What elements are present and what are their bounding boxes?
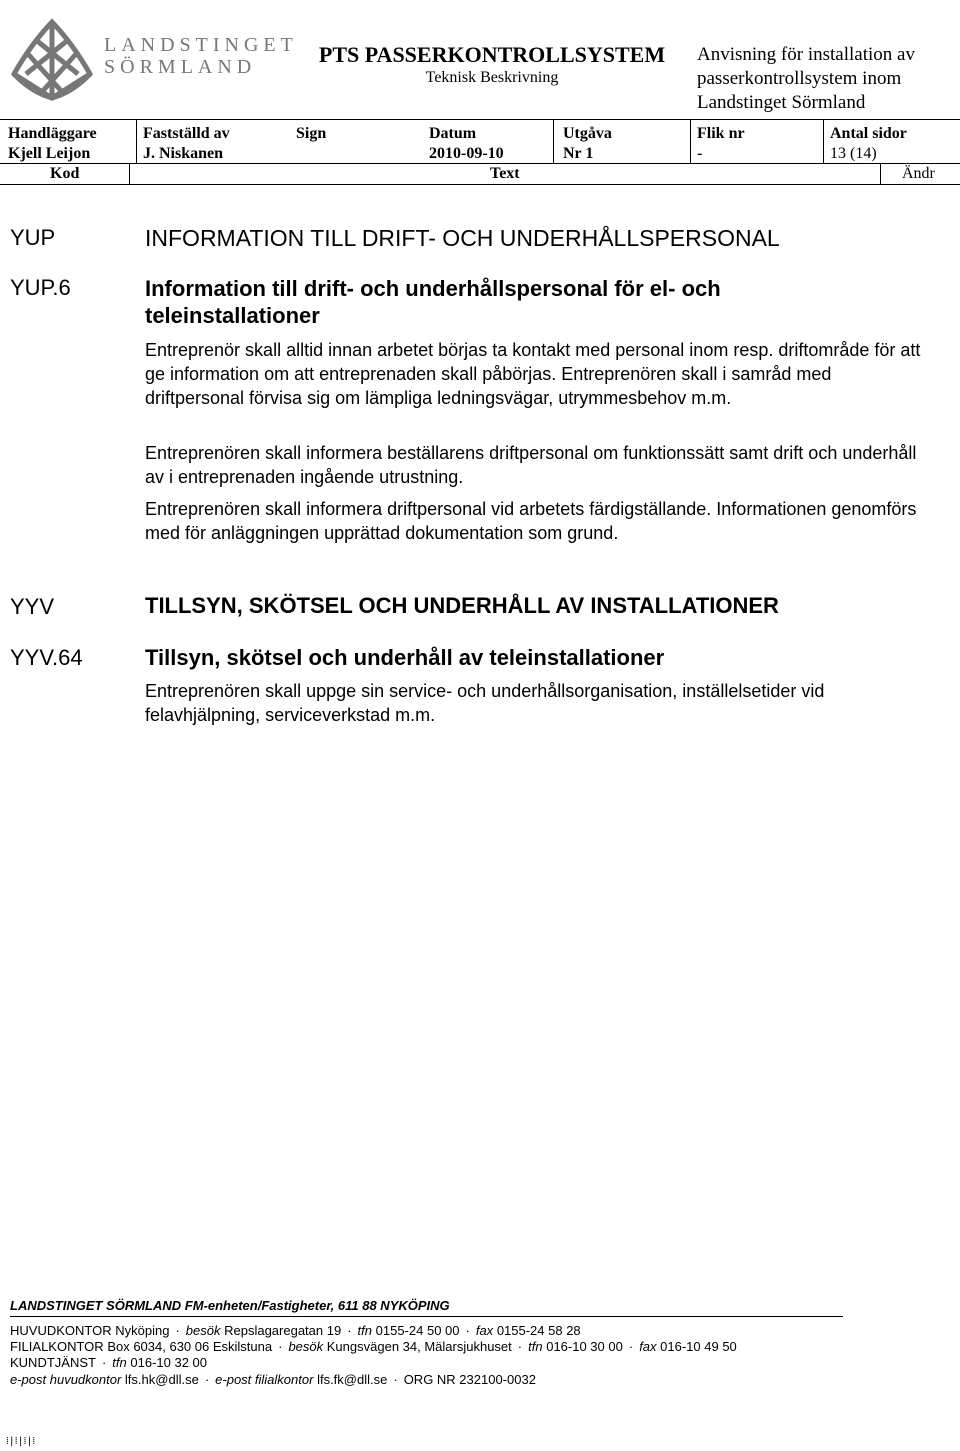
header-rule xyxy=(0,119,960,120)
section-subheading: Tillsyn, skötsel och underhåll av teleinstallationer xyxy=(145,645,665,670)
branch-fax-label: fax xyxy=(639,1339,657,1354)
field-value: Nr 1 xyxy=(563,145,594,162)
hq-tel-label: tfn xyxy=(357,1323,373,1338)
section-code: YYV xyxy=(10,594,55,619)
column-andr: Ändr xyxy=(902,165,935,182)
org-name-line2: SÖRMLAND xyxy=(104,56,257,78)
hq-visit-address: Repslagaregatan 19 xyxy=(224,1323,342,1338)
section-code: YYV.64 xyxy=(10,645,83,670)
branch-box: Box 6034, 630 06 Eskilstuna xyxy=(107,1339,273,1354)
footer-rule xyxy=(10,1316,843,1317)
hq-label: HUVUDKONTOR xyxy=(10,1323,112,1338)
branch-tel: 016-10 30 00 xyxy=(546,1339,623,1354)
branch-visit-label: besök xyxy=(288,1339,324,1354)
column-divider xyxy=(553,120,554,163)
field-utgava xyxy=(563,124,612,164)
field-sign xyxy=(296,124,326,144)
footer-hq-line: HUVUDKONTOR Nyköping · besök Repslagaregatan 19 · tfn 0155-24 50 00 · fax 0155-24 58 28 xyxy=(10,1323,581,1338)
document-subtitle: Teknisk Beskrivning xyxy=(425,69,559,86)
landstinget-logo-icon xyxy=(6,14,98,102)
section-code: YUP.6 xyxy=(10,275,71,300)
email-hq: lfs.hk@dll.se xyxy=(124,1372,199,1387)
paragraph: Entreprenören skall uppge sin service- och underhållsorganisation, inställelsetider vid felavhjälpning, serviceverkstad m.m. xyxy=(145,681,825,725)
org-logotype xyxy=(104,34,304,78)
footer-email-line: e-post huvudkontor lfs.hk@dll.se · e-post filialkontor lfs.fk@dll.se · ORG NR 232100-0032 xyxy=(10,1372,536,1387)
paragraph: Entreprenören skall informera beställarens driftpersonal om funktionssätt samt drift och underhåll av i entreprenaden ingående utrustning. xyxy=(145,443,917,487)
field-label: Handläggare xyxy=(8,125,97,142)
column-divider xyxy=(823,120,824,163)
field-value: 13 (14) xyxy=(830,145,877,162)
field-value: Kjell Leijon xyxy=(8,145,91,162)
hq-fax: 0155-24 58 28 xyxy=(496,1323,581,1338)
field-value: J. Niskanen xyxy=(143,145,224,162)
footer-customer-service-line: KUNDTJÄNST · tfn 016-10 32 00 xyxy=(10,1355,208,1370)
footer-title: LANDSTINGET SÖRMLAND FM-enheten/Fastigheter, 611 88 NYKÖPING xyxy=(10,1298,450,1313)
paragraph: Entreprenör skall alltid innan arbetet börjas ta kontakt med personal inom resp. driftområde för att ge information om att entreprenaden skall påbörjas. Entreprenören skall i samråd med driftpersonal förvisa sig om lämpliga ledningsvägar, utrymmesbehov m.m. xyxy=(145,340,921,408)
field-label: Fastställd av xyxy=(143,125,230,142)
org-number: ORG NR 232100-0032 xyxy=(403,1372,536,1387)
email-hq-label: e-post huvudkontor xyxy=(10,1372,122,1387)
section-heading: TILLSYN, SKÖTSEL OCH UNDERHÅLL AV INSTALLATIONER xyxy=(145,593,779,618)
field-label: Utgåva xyxy=(563,125,612,142)
column-kod: Kod xyxy=(50,165,80,182)
section-heading: INFORMATION TILL DRIFT- OCH UNDERHÅLLSPERSONAL xyxy=(145,225,780,251)
cs-label: KUNDTJÄNST xyxy=(10,1355,96,1370)
field-datum xyxy=(429,124,504,164)
column-header-row xyxy=(0,163,960,185)
cs-tel: 016-10 32 00 xyxy=(130,1355,208,1370)
field-value: 2010-09-10 xyxy=(429,145,504,162)
field-label: Flik nr xyxy=(697,125,745,142)
branch-fax: 016-10 49 50 xyxy=(660,1339,737,1354)
document-description: Anvisning för installation av passerkontrollsystem inom Landstinget Sörmland xyxy=(697,44,915,113)
hq-visit-label: besök xyxy=(185,1323,221,1338)
org-name-line1: LANDSTINGET xyxy=(104,34,298,56)
email-branch: lfs.fk@dll.se xyxy=(317,1372,388,1387)
field-fliknr xyxy=(697,124,745,164)
column-text: Text xyxy=(490,165,520,182)
field-label: Antal sidor xyxy=(830,125,907,142)
branch-tel-label: tfn xyxy=(528,1339,543,1354)
hq-fax-label: fax xyxy=(475,1323,494,1338)
column-divider xyxy=(690,120,691,163)
cs-tel-label: tfn xyxy=(112,1355,127,1370)
footer-branch-line: FILIALKONTOR Box 6034, 630 06 Eskilstuna · besök Kungsvägen 34, Mälarsjukhuset · tfn 016-10 30 00 · fax 016-10 49 50 xyxy=(10,1339,737,1354)
field-antal-sidor xyxy=(830,124,907,164)
section-subheading: Information till drift- och underhållspersonal för el- och teleinstallationer xyxy=(145,276,721,328)
hq-tel: 0155-24 50 00 xyxy=(375,1323,460,1338)
email-branch-label: e-post filialkontor xyxy=(215,1372,314,1387)
field-label: Sign xyxy=(296,125,327,142)
document-title-block xyxy=(312,42,672,88)
field-faststalld xyxy=(143,124,230,164)
branch-label: FILIALKONTOR xyxy=(10,1339,104,1354)
branch-visit-address: Kungsvägen 34, Mälarsjukhuset xyxy=(326,1339,512,1354)
column-divider xyxy=(129,164,130,184)
page-stamp: ⁞|⁞|⁞|⁞ xyxy=(6,1436,36,1447)
paragraph: Entreprenören skall informera driftpersonal vid arbetets färdigställande. Informationen genomförs med för anläggningen upprättad dokumentation som grund. xyxy=(145,499,917,543)
field-label: Datum xyxy=(429,125,477,142)
document-title: PTS PASSERKONTROLLSYSTEM xyxy=(318,42,666,67)
field-value: - xyxy=(697,145,703,162)
column-divider xyxy=(880,164,881,184)
hq-city: Nyköping xyxy=(115,1323,170,1338)
section-code: YUP xyxy=(10,225,56,250)
field-handlaggare xyxy=(8,124,97,164)
column-divider xyxy=(136,120,137,163)
